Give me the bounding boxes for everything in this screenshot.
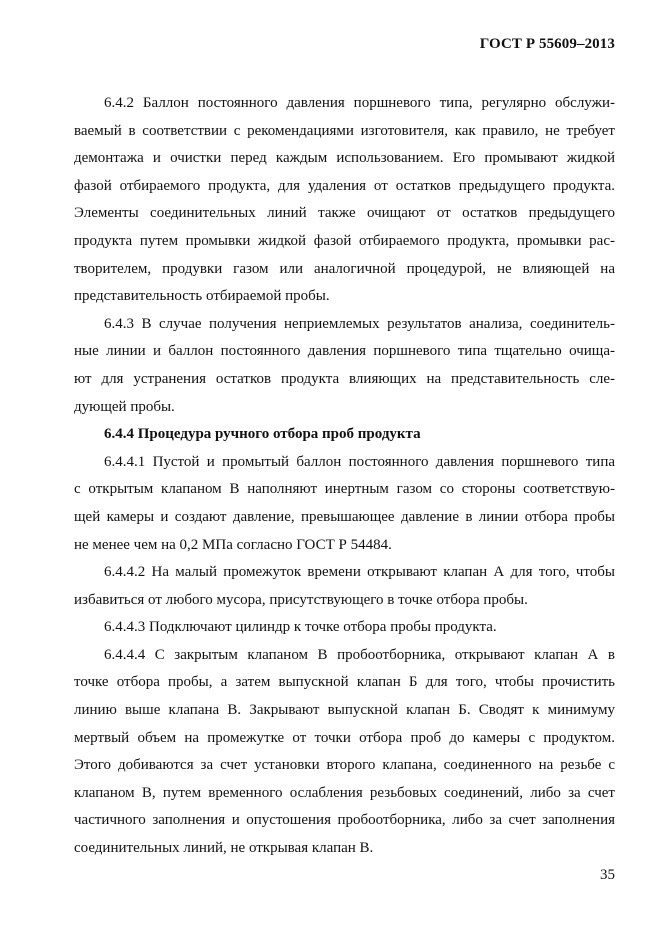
text-line: точке отбора пробы, а затем выпускной клапан Б для того, чтобы прочистить bbox=[74, 674, 615, 691]
text-line: творителем, продувки газом или аналогичной процедурой, не влияющей на bbox=[74, 260, 615, 277]
text-line: ют для устранения остатков продукта влияющих на представительность сле- bbox=[74, 370, 615, 387]
document-body bbox=[74, 90, 615, 863]
text-line: представительность отбираемой пробы. bbox=[74, 288, 330, 305]
text-line: избавиться от любого мусора, присутствующего в точке отбора пробы. bbox=[74, 591, 528, 608]
text-line: клапаном В, путем временного ослабления резьбовых соединений, либо за счет bbox=[74, 784, 615, 801]
text-line: фазой отбираемого продукта, для удаления от остатков предыдущего продукта. bbox=[74, 177, 615, 194]
text-line: демонтажа и очистки перед каждым использованием. Его промывают жидкой bbox=[74, 150, 615, 167]
section-heading: 6.4.4 Процедура ручного отбора проб продукта bbox=[104, 426, 421, 443]
paragraph bbox=[74, 449, 615, 559]
document-header: ГОСТ Р 55609–2013 bbox=[479, 36, 615, 52]
paragraph bbox=[74, 90, 615, 311]
text-line: соединительных линий, не открывая клапан В. bbox=[74, 840, 374, 857]
text-line: 6.4.3 В случае получения неприемлемых результатов анализа, соединитель- bbox=[104, 315, 615, 332]
paragraph bbox=[74, 642, 615, 863]
text-line: продукта путем промывки жидкой фазой отбираемого продукта, промывки рас- bbox=[74, 232, 615, 249]
text-line: щей камеры и создают давление, превышающее давление в линии отбора пробы bbox=[74, 508, 615, 525]
text-line: 6.4.4.2 На малый промежуток времени открывают клапан А для того, чтобы bbox=[104, 564, 615, 581]
text-line: мертвый объем на промежутке от точки отбора проб до камеры с продуктом. bbox=[74, 729, 615, 746]
text-line: ваемый в соответствии с рекомендациями изготовителя, как правило, не требует bbox=[74, 122, 615, 139]
paragraph bbox=[74, 311, 615, 421]
text-line: с открытым клапаном В наполняют инертным газом со стороны соответствую- bbox=[74, 481, 615, 498]
paragraph bbox=[74, 614, 615, 642]
page-number: 35 bbox=[600, 867, 615, 883]
text-line: не менее чем на 0,2 МПа согласно ГОСТ Р 54484. bbox=[74, 536, 392, 553]
text-line: 6.4.2 Баллон постоянного давления поршневого типа, регулярно обслужи- bbox=[104, 95, 615, 111]
text-line: частичного заполнения и опустошения пробоотборника, либо за счет заполнения bbox=[74, 812, 615, 829]
text-line: ные линии и баллон постоянного давления поршневого типа тщательно очища- bbox=[74, 343, 615, 360]
text-line: 6.4.4.4 С закрытым клапаном В пробоотборника, открывают клапан А в bbox=[104, 646, 615, 663]
text-line: 6.4.4.1 Пустой и промытый баллон постоянного давления поршневого типа bbox=[104, 453, 615, 470]
text-line: 6.4.4.3 Подключают цилиндр к точке отбора пробы продукта. bbox=[104, 619, 497, 636]
text-line: Элементы соединительных линий также очищают от остатков предыдущего bbox=[74, 205, 615, 222]
text-line: линию выше клапана В. Закрывают выпускной клапан Б. Сводят к минимуму bbox=[74, 702, 615, 719]
paragraph bbox=[74, 559, 615, 614]
text-line: Этого добиваются за счет установки второго клапана, соединенного на резьбе с bbox=[74, 757, 615, 774]
text-line: дующей пробы. bbox=[74, 398, 175, 415]
